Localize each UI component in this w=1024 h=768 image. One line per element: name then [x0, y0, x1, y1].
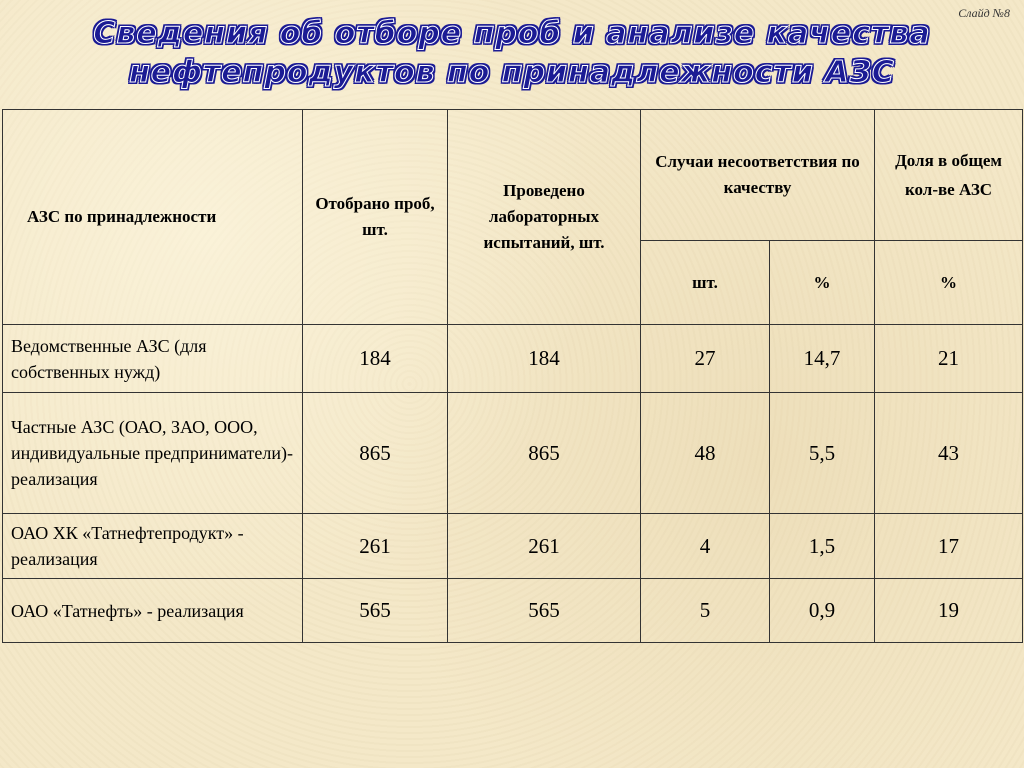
row-sampled: 865: [303, 393, 448, 514]
row-station-name: ОАО ХК «Татнефтепродукт» - реализация: [3, 514, 303, 579]
header-station: АЗС по принадлежности: [3, 110, 303, 325]
row-station-name: Ведомственные АЗС (для собственных нужд): [3, 325, 303, 393]
row-tests: 565: [448, 579, 641, 643]
header-nonconformity: Случаи несоответствия по качеству: [641, 110, 875, 241]
table-row: [3, 579, 1023, 643]
title-line-1: Сведения об отборе проб и анализе качества: [93, 16, 931, 51]
data-table: [2, 109, 1023, 643]
row-share: 19: [875, 579, 1023, 643]
slide-title: [0, 14, 1024, 92]
row-sampled: 184: [303, 325, 448, 393]
row-share: 43: [875, 393, 1023, 514]
header-tests: Проведено лабораторных испытаний, шт.: [448, 110, 641, 325]
row-tests: 261: [448, 514, 641, 579]
row-tests: 184: [448, 325, 641, 393]
row-cases-pct: 1,5: [770, 514, 875, 579]
row-station-name: ОАО «Татнефть» - реализация: [3, 579, 303, 643]
slide-number: Слайд №8: [958, 6, 1010, 20]
table-row: [3, 514, 1023, 579]
row-cases: 5: [641, 579, 770, 643]
header-unit-pcs: шт.: [641, 241, 770, 325]
row-cases: 4: [641, 514, 770, 579]
row-share: 17: [875, 514, 1023, 579]
row-cases-pct: 14,7: [770, 325, 875, 393]
header-sampled: Отобрано проб, шт.: [303, 110, 448, 325]
row-sampled: 565: [303, 579, 448, 643]
table-row: [3, 325, 1023, 393]
row-cases-pct: 5,5: [770, 393, 875, 514]
row-sampled: 261: [303, 514, 448, 579]
row-station-name: Частные АЗС (ОАО, ЗАО, ООО, индивидуальные предприниматели)- реализация: [3, 393, 303, 514]
title-line-2: нефтепродуктов по принадлежности АЗС: [129, 55, 895, 90]
header-unit-pct: %: [770, 241, 875, 325]
header-share: Доля в общем кол-ве АЗС: [875, 110, 1023, 241]
row-share: 21: [875, 325, 1023, 393]
row-cases: 27: [641, 325, 770, 393]
row-cases: 48: [641, 393, 770, 514]
header-row: [3, 110, 1023, 241]
row-tests: 865: [448, 393, 641, 514]
table-row: [3, 393, 1023, 514]
header-unit-share-pct: %: [875, 241, 1023, 325]
row-cases-pct: 0,9: [770, 579, 875, 643]
